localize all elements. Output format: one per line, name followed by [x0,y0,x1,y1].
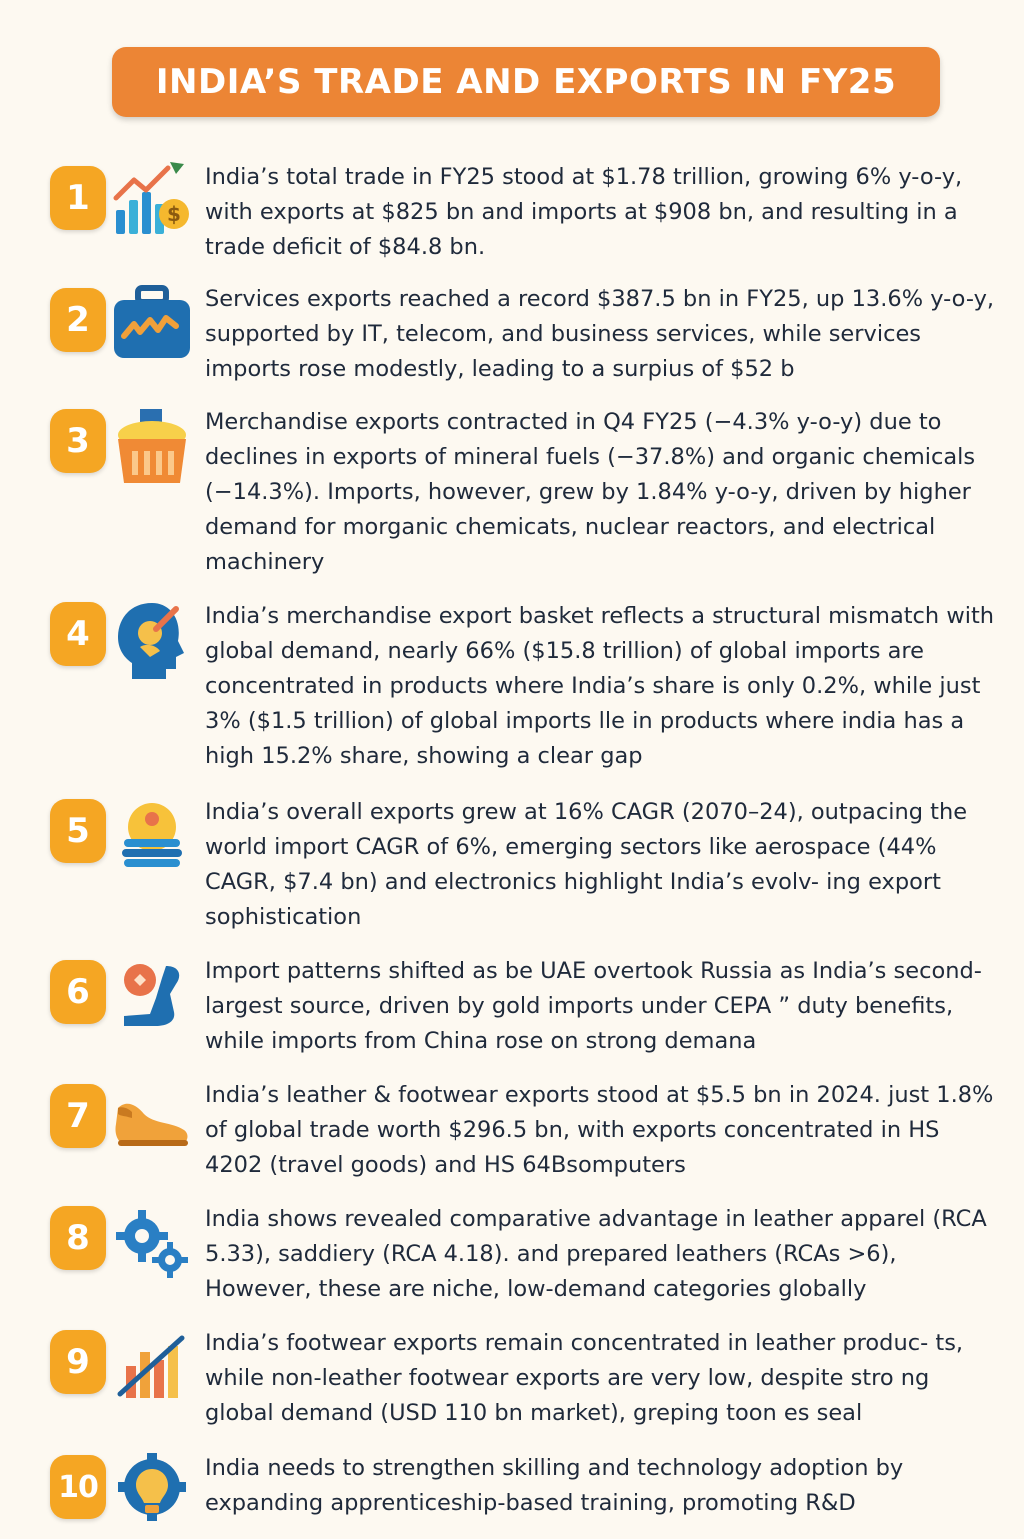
item-number-badge: 4 [50,602,106,666]
item-number-badge: 10 [50,1455,106,1519]
head-puzzle-icon [110,599,194,683]
rising-sun-icon [110,795,194,879]
lightbulb-gear-icon [110,1451,194,1535]
item-text: India’s footwear exports remain concentrated in leather produc- ts, while non-leather footwear exports are very low, despite stro ng global demand (USD 110 bn market), greping toon es seal [205,1330,964,1426]
title-banner [112,47,940,117]
item-text: India’s overall exports grew at 16% CAGR (2070–24), outpacing the world import CAGR of 6%, emerging sectors like aerospace (44% CAGR, $7.4 bn) and electronics highlight India’s evolv- ing export sophistication [205,799,968,930]
item-number-badge: 7 [50,1084,106,1148]
svg-text:$: $ [167,202,181,226]
item-number-badge: 3 [50,409,106,473]
page-title: INDIA’S TRADE AND EXPORTS IN FY25 [155,62,897,102]
item-number-badge: 2 [50,288,106,352]
bar-chart-trend-icon [110,1326,194,1410]
item-text: India needs to strengthen skilling and technology adoption by expanding apprenticeship-based training, promoting R&D [205,1455,904,1516]
item-text: Import patterns shifted as be UAE overtook Russia as India’s second-largest source, driven by gold imports under CEPA ” duty benefits, while imports from China rose on strong demana [205,958,982,1054]
item-text: India shows revealed comparative advantage in leather apparel (RCA 5.33), saddiery (RCA 4.18). and prepared leathers (RCAs >6), However, these are niche, low-demand categories globally [205,1206,987,1302]
gears-icon [110,1202,194,1286]
item-number-badge: 8 [50,1206,106,1270]
goods-basket-icon [110,405,194,489]
item-text: India’s merchandise export basket reflects a structural mismatch with global demand, nearly 66% ($15.8 trillion) of global imports are concentrated in products where India’s share is only 0.2%, while just 3% ($1.5 trillion) of global imports lle in products where india has a high 15.2% share, showing a clear gap [205,603,995,769]
import-shift-icon [110,954,194,1038]
item-number-badge: 6 [50,960,106,1024]
briefcase-icon [110,282,194,366]
growth-chart-dollar-icon [110,158,194,242]
item-number-badge: 1 [50,166,106,230]
item-text: Services exports reached a record $387.5 bn in FY25, up 13.6% y-o-y, supported by IT, telecom, and business services, while services imports rose modestly, leading to a surpius of $52 b [205,286,995,382]
item-text: India’s leather & footwear exports stood at $5.5 bn in 2024. just 1.8% of global trade worth $296.5 bn, with exports concentrated in HS 4202 (travel goods) and HS 64Bsomputers [205,1082,994,1178]
item-number-badge: 5 [50,799,106,863]
item-text: Merchandise exports contracted in Q4 FY25 (−4.3% y-o-y) due to declines in exports of mineral fuels (−37.8%) and organic chemicals (−14.3%). Imports, however, grew by 1.84% y-o-y, driven by higher demand for morganic chemicats, nuclear reactors, and electrical machinery [205,409,976,575]
item-number-badge: 9 [50,1330,106,1394]
item-text: India’s total trade in FY25 stood at $1.78 trillion, growing 6% y-o-y, with exports at $825 bn and imports at $908 bn, and resulting in a trade deficit of $84.8 bn. [205,164,963,260]
leather-shoe-icon [110,1078,194,1162]
